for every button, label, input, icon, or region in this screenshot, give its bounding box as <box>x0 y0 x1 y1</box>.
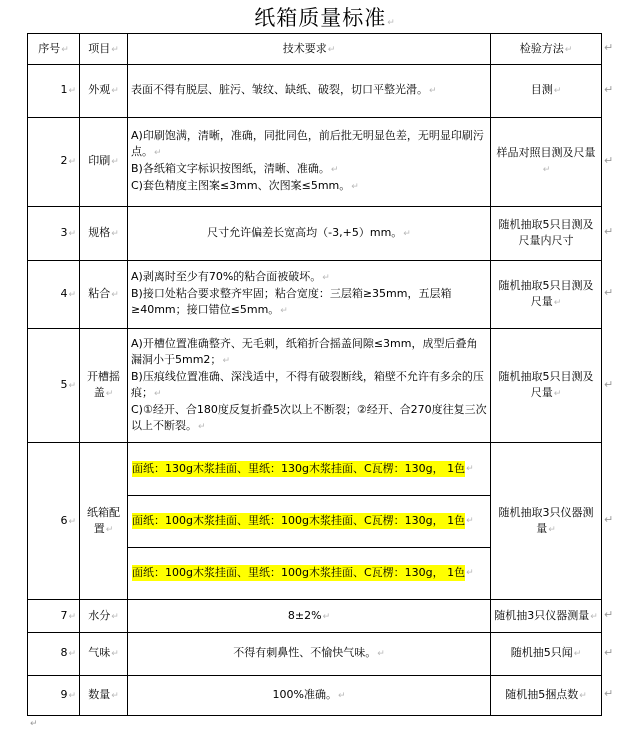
carton-config-option: 面纸：130g木浆挂面、里纸：130g木浆挂面、C瓦楞：130g， 1色 ↵ <box>132 462 474 476</box>
row-method: 目测↵ <box>491 65 602 117</box>
row-requirement: 表面不得有脱层、脏污、皱纹、缺纸、破裂，切口平整光滑。↵ <box>128 65 491 117</box>
table-row <box>28 207 602 260</box>
requirement-line: B)压痕线位置准确、深浅适中，不得有破裂断线，箱壁不允许有多余的压痕；↵ <box>131 370 484 400</box>
table-row <box>28 675 602 715</box>
row-item: 规格↵ <box>80 207 128 260</box>
row-end-mark: ↵ <box>604 645 614 659</box>
requirement-line: A)开槽位置准确整齐、无毛刺，纸箱折合摇盖间隙≤3mm，成型后叠角漏洞小于5mm2；↵ <box>131 337 478 367</box>
row-end-mark: ↵ <box>604 41 614 55</box>
header-item: 项目↵ <box>80 34 128 65</box>
row-method: 随机抽5只闻↵ <box>491 633 602 675</box>
table-row <box>28 329 602 443</box>
row-method: 样品对照目测及尺量↵ <box>491 117 602 207</box>
row-item: 气味↵ <box>80 633 128 675</box>
requirement-line: C)套色精度主图案≤3mm、次图案≤5mm。↵ <box>131 179 359 193</box>
header-no: 序号↵ <box>28 34 80 65</box>
row-end-mark: ↵ <box>604 82 614 96</box>
row-no: 3↵ <box>28 207 80 260</box>
table-row <box>28 600 602 633</box>
requirement-line: B)各纸箱文字标识按图纸，清晰、准确。↵ <box>131 162 339 176</box>
row-requirement: 尺寸允许偏差长宽高均（-3,+5）mm。↵ <box>128 207 491 260</box>
row-method: 随机抽取5只目测及尺量内尺寸 <box>491 207 602 260</box>
row-item: 外观↵ <box>80 65 128 117</box>
row-method: 随机抽取3只仪器测量↵ <box>491 442 602 599</box>
row-end-mark: ↵ <box>604 153 614 167</box>
requirement-line: A)剥离时至少有70%的粘合面被破坏。↵ <box>131 270 330 284</box>
row-item: 粘合↵ <box>80 260 128 329</box>
row-no: 7↵ <box>28 600 80 633</box>
table-row <box>28 633 602 675</box>
row-requirement: 8±2%↵ <box>128 600 491 633</box>
row-no: 4↵ <box>28 260 80 329</box>
row-end-mark: ↵ <box>604 286 614 300</box>
table-row <box>28 260 602 329</box>
row-item: 水分↵ <box>80 600 128 633</box>
carton-config-option: 面纸：100g木浆挂面、里纸：100g木浆挂面、C瓦楞：130g， 1色 ↵ <box>128 547 490 599</box>
row-no: 2↵ <box>28 117 80 207</box>
row-method: 随机抽取5只目测及尺量↵ <box>491 260 602 329</box>
row-item: 数量↵ <box>80 675 128 715</box>
row-method: 随机抽取5只目测及尺量↵ <box>491 329 602 443</box>
requirement-line: C)①经开、合180度反复折叠5次以上不断裂；②经开、合270度往复三次以上不断裂。↵ <box>131 403 487 433</box>
row-requirement <box>128 260 491 329</box>
header-row <box>28 34 602 65</box>
row-no: 5↵ <box>28 329 80 443</box>
carton-config-list <box>128 444 490 599</box>
row-end-mark: ↵ <box>604 687 614 701</box>
row-requirement <box>128 329 491 443</box>
row-method: 随机抽5捆点数↵ <box>491 675 602 715</box>
row-method: 随机抽3只仪器测量↵ <box>491 600 602 633</box>
row-requirement: 100%准确。↵ <box>128 675 491 715</box>
row-end-mark: ↵ <box>604 225 614 239</box>
row-item: 印刷↵ <box>80 117 128 207</box>
carton-config-option: 面纸：100g木浆挂面、里纸：100g木浆挂面、C瓦楞：130g， 1色 ↵ <box>128 495 490 547</box>
row-requirement: 不得有刺鼻性、不愉快气味。↵ <box>128 633 491 675</box>
row-end-mark: ↵ <box>604 513 614 527</box>
header-method: 检验方法↵ <box>491 34 602 65</box>
header-requirement: 技术要求↵ <box>128 34 491 65</box>
row-item: 开槽摇盖↵ <box>80 329 128 443</box>
row-end-mark: ↵ <box>604 377 614 391</box>
paragraph-mark: ↵ <box>30 719 38 729</box>
row-no: 8↵ <box>28 633 80 675</box>
title-text: 纸箱质量标准 <box>254 6 387 30</box>
row-end-mark: ↵ <box>604 608 614 622</box>
row-no: 6↵ <box>28 442 80 599</box>
row-no: 9↵ <box>28 675 80 715</box>
table-row <box>28 117 602 207</box>
row-requirement <box>128 442 491 599</box>
requirement-line: B)接口处粘合要求整齐牢固；粘合宽度：三层箱≥35mm，五层箱≥40mm；接口错位≤5mm。↵ <box>131 287 452 317</box>
paragraph-mark: ↵ <box>387 18 396 28</box>
row-no: 1↵ <box>28 65 80 117</box>
quality-standard-table <box>27 33 602 716</box>
requirement-line: A)印刷饱满，清晰，准确，同批同色，前后批无明显色差，无明显印刷污点。↵ <box>131 129 484 159</box>
row-requirement <box>128 117 491 207</box>
document-title <box>0 2 620 32</box>
row-item: 纸箱配置↵ <box>80 442 128 599</box>
table-row <box>28 65 602 117</box>
table-row <box>28 442 602 599</box>
